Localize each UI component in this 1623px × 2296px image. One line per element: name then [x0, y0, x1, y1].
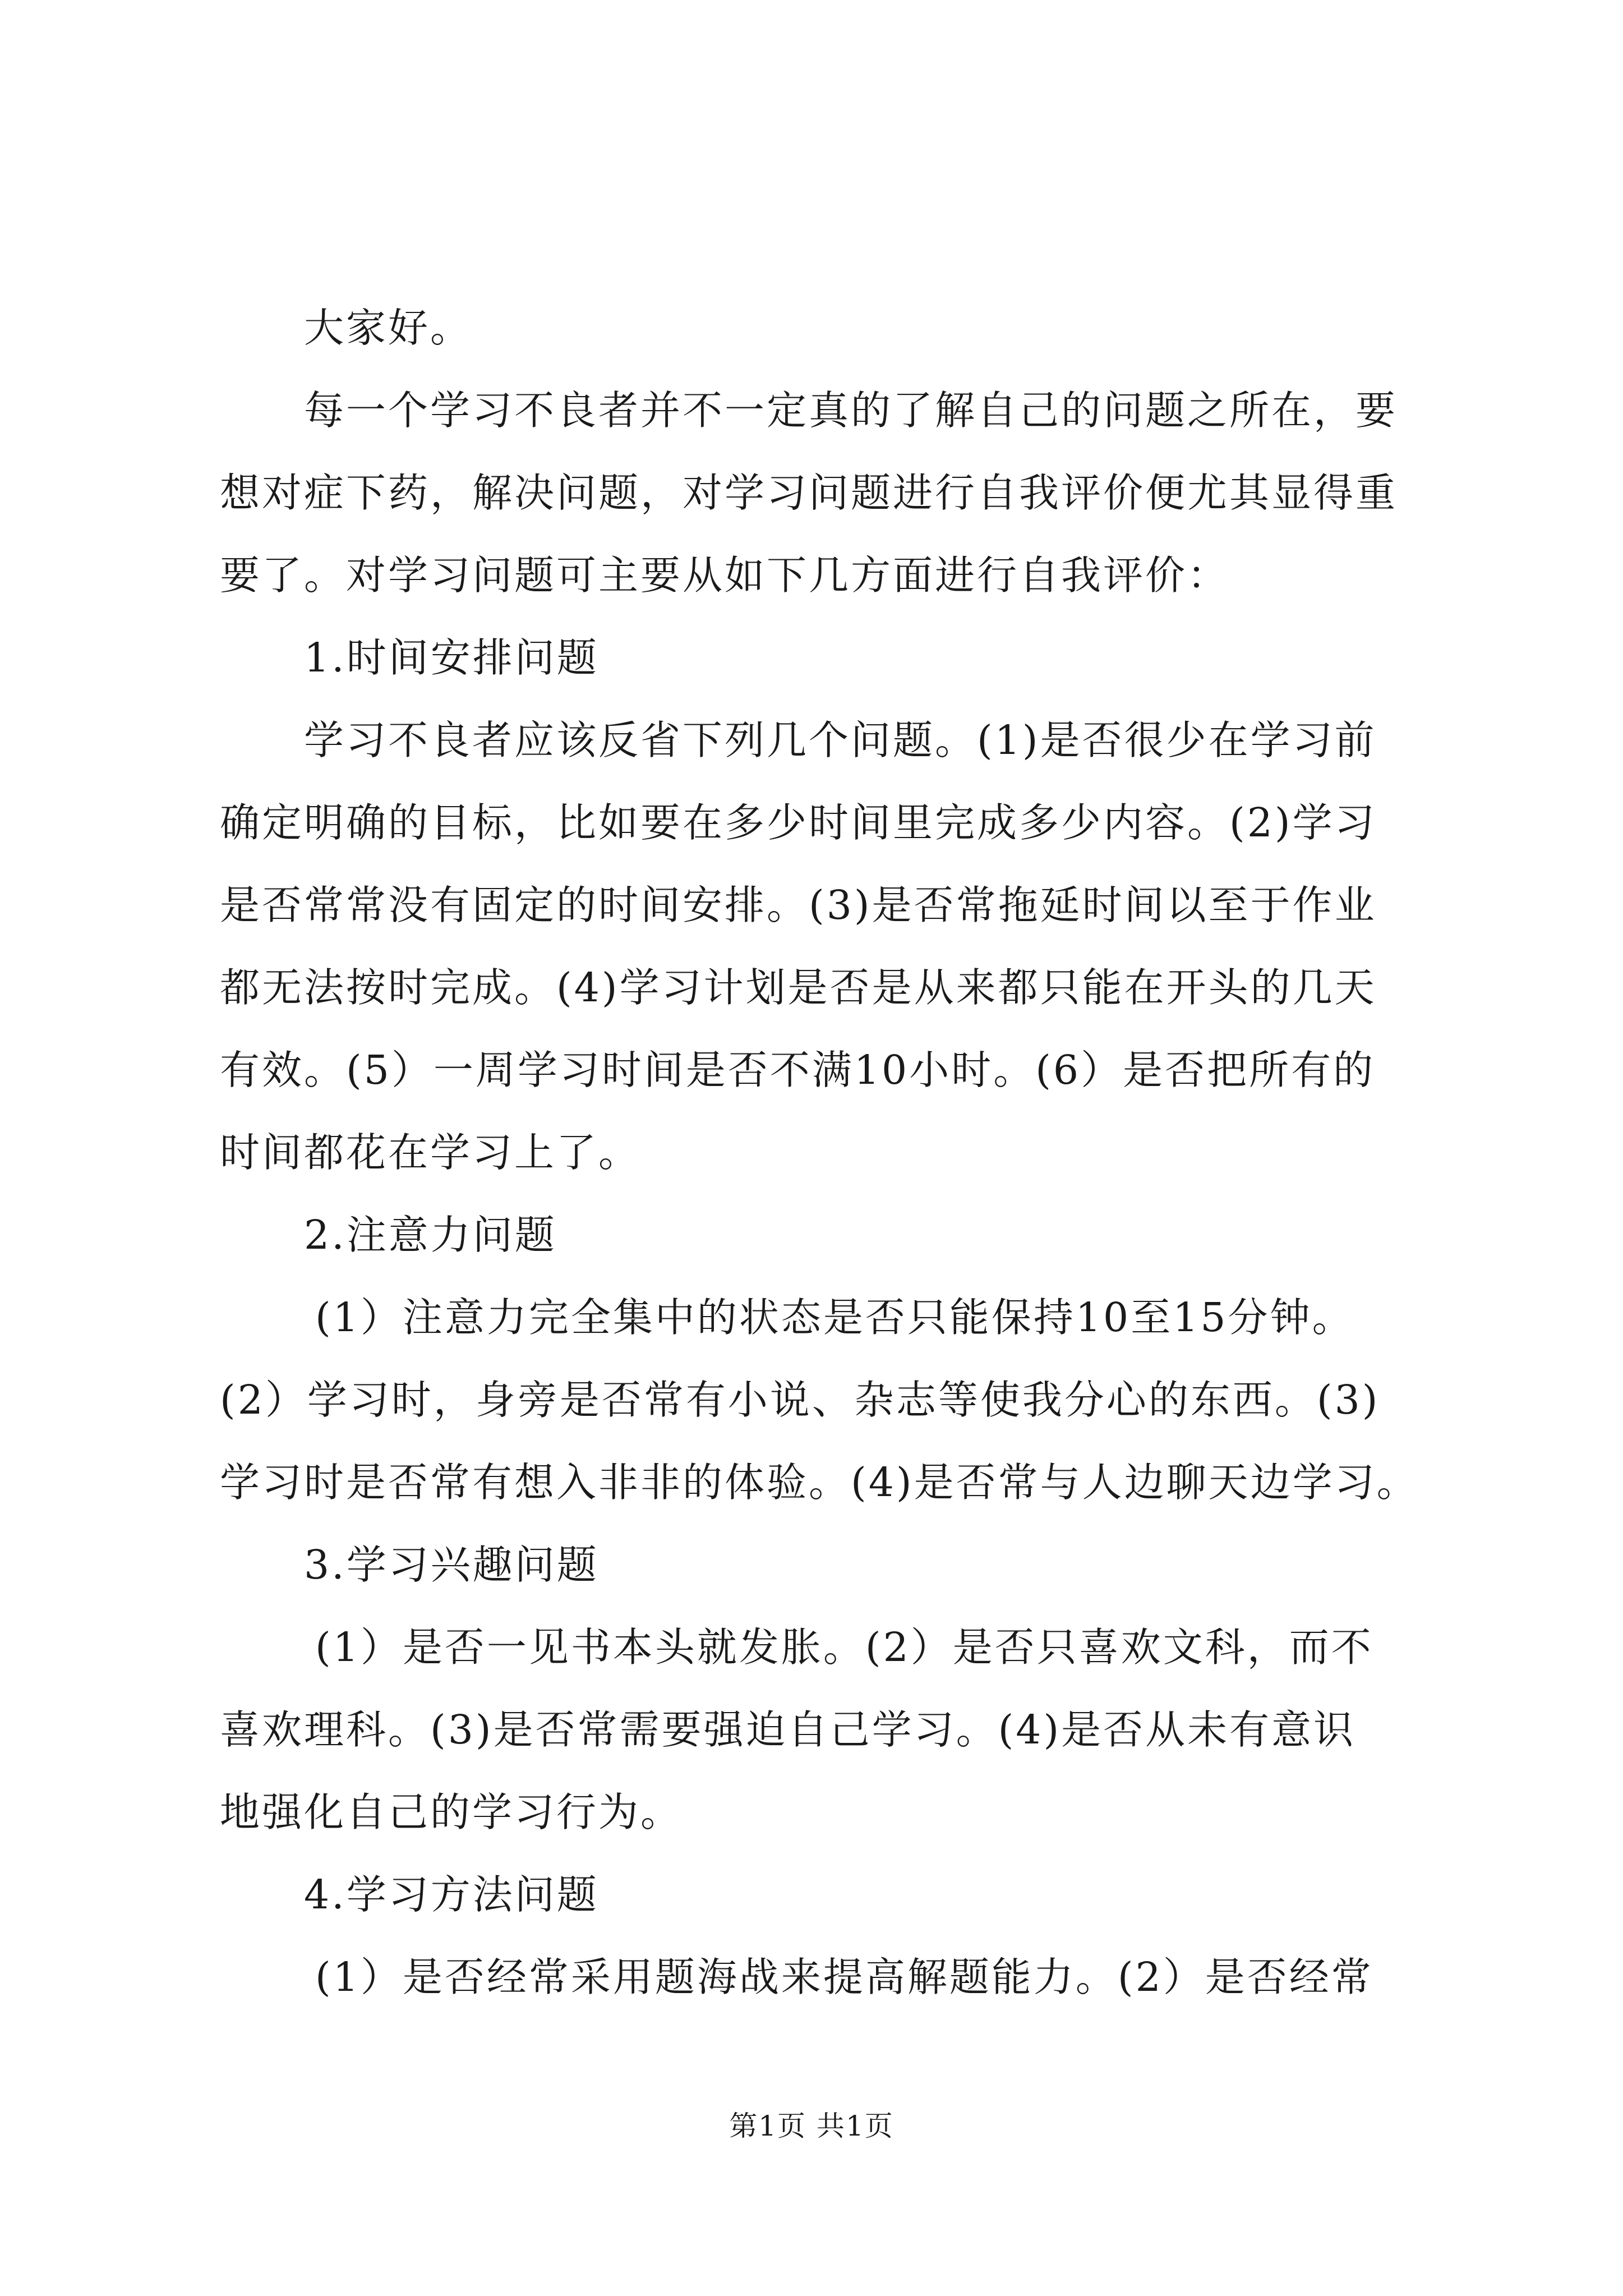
text-line: (1）是否经常采用题海战来提高解题能力。(2）是否经常	[315, 1954, 1373, 2000]
text-line: (2）学习时，身旁是否常有小说、杂志等使我分心的东西。(3)	[220, 1377, 1380, 1423]
text-line: 地强化自己的学习行为。	[220, 1789, 683, 1835]
section-heading: 2.注意力问题	[304, 1212, 557, 1258]
text-line: 学习时是否常有想入非非的体验。(4)是否常与人边聊天边学习。	[220, 1459, 1419, 1506]
section-heading: 1.时间安排问题	[304, 634, 599, 681]
text-line: 都无法按时完成。(4)学习计划是否是从来都只能在开头的几天	[220, 964, 1377, 1011]
text-line: 是否常常没有固定的时间安排。(3)是否常拖延时间以至于作业	[220, 882, 1377, 928]
text-line: 确定明确的目标，比如要在多少时间里完成多少内容。(2)学习	[220, 799, 1377, 846]
page-number-footer: 第1页 共1页	[729, 2110, 894, 2142]
text-line: 学习不良者应该反省下列几个问题。(1)是否很少在学习前	[304, 717, 1377, 763]
text-line: 要了。对学习问题可主要从如下几方面进行自我评价：	[220, 552, 1230, 599]
text-line: 时间都花在学习上了。	[220, 1129, 641, 1176]
text-line: 喜欢理科。(3)是否常需要强迫自己学习。(4)是否从未有意识	[220, 1706, 1356, 1753]
section-heading: 4.学习方法问题	[304, 1871, 599, 1918]
text-line: (1）注意力完全集中的状态是否只能保持10至15分钟。	[315, 1294, 1354, 1341]
text-line: 有效。(5）一周学习时间是否不满10小时。(6）是否把所有的	[220, 1047, 1376, 1093]
section-heading: 3.学习兴趣问题	[304, 1542, 599, 1588]
text-line: 每一个学习不良者并不一定真的了解自己的问题之所在，要	[304, 387, 1398, 434]
text-line: (1）是否一见书本头就发胀。(2）是否只喜欢文科，而不	[315, 1624, 1373, 1671]
text-line: 大家好。	[304, 305, 473, 351]
text-line: 想对症下药，解决问题，对学习问题进行自我评价便尤其显得重	[220, 470, 1398, 516]
